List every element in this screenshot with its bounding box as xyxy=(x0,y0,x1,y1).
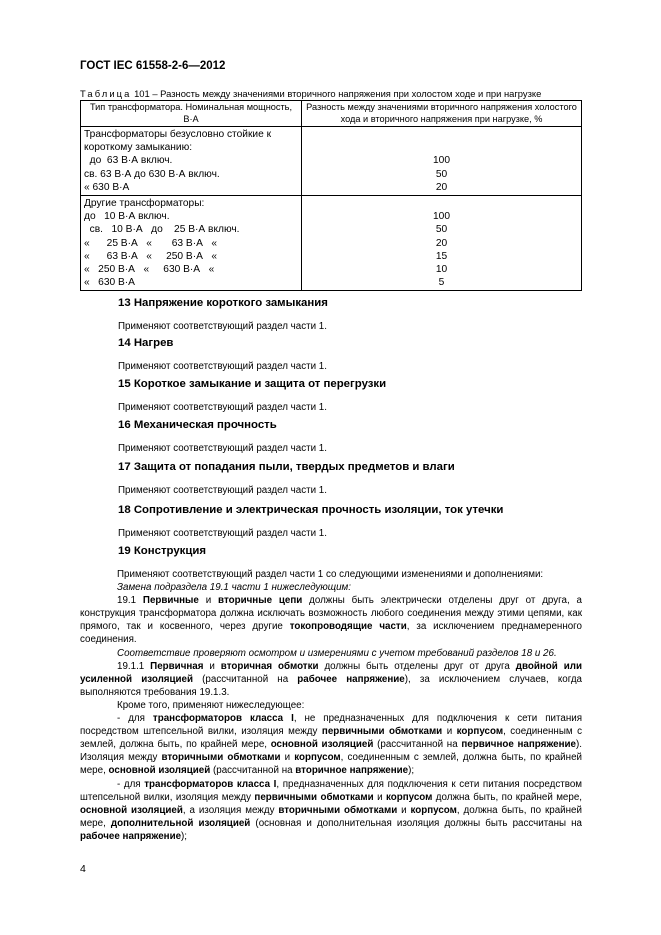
table-row-group2 xyxy=(81,196,582,291)
group1-value: 100 xyxy=(433,155,450,167)
section-13-text: Применяют соответствующий раздел части 1. xyxy=(118,321,327,332)
section-18-title: 18 Сопротивление и электрическая прочность изоляции, ток утечки xyxy=(118,504,504,516)
group1-line: св. 63 В·А до 630 В·А включ. xyxy=(84,168,220,180)
paragraph-moreover: Кроме того, применяют нижеследующее: xyxy=(117,699,305,711)
section-13-title: 13 Напряжение короткого замыкания xyxy=(118,297,328,309)
group2-value: 50 xyxy=(435,224,448,236)
section-14-text: Применяют соответствующий раздел части 1. xyxy=(118,361,327,372)
paragraph-19-1: 19.1 Первичные и вторичные цепи должны быть электрически отделены друг от друга, а конструкция трансформатора должна исключать возможность любого соединения между этими цепями, как прямого, так и косвенного, через другие токопроводящие части, за исключением преднамеренного соединения. xyxy=(80,595,582,646)
section-15-title: 15 Короткое замыкание и защита от перегрузки xyxy=(118,378,387,390)
voltage-difference-table xyxy=(80,100,582,291)
group2-values xyxy=(302,196,582,291)
group2-line: « 250 В·А « 630 В·А « xyxy=(84,264,215,276)
group1-types xyxy=(81,127,302,196)
group2-line: до 10 В·А включ. xyxy=(84,211,170,223)
section-14-title: 14 Нагрев xyxy=(118,337,174,349)
group2-line: « 63 В·А « 250 В·А « xyxy=(84,250,218,262)
paragraph-intro: Применяют соответствующий раздел части 1 со следующими изменениями и дополнениями: xyxy=(117,569,544,580)
table-header-row xyxy=(81,101,582,127)
section-16-text: Применяют соответствующий раздел части 1. xyxy=(118,443,327,454)
table-caption-prefix: Таблица xyxy=(80,88,132,99)
document-header: ГОСТ IEC 61558-2-6—2012 xyxy=(80,60,226,72)
paragraph-class-i-plug: - для трансформаторов класса I, предназначенных для подключения к сети питания посредством штепсельной вилки, изоляция между первичными обмотками и корпусом должна быть, по крайней мере, основной изоляцией, а изоляция между вторичными обмотками и корпусом, должна быть, по крайней мере, дополнительной изоляцией (основная и дополнительная изоляция должны быть рассчитаны на рабочее напряжение); xyxy=(80,778,583,842)
group1-line: Трансформаторы безусловно стойкие к xyxy=(84,129,272,140)
group1-line: короткому замыканию: xyxy=(84,142,193,154)
group2-value: 100 xyxy=(433,211,450,223)
section-17-title: 17 Защита от попадания пыли, твердых предметов и влаги xyxy=(118,461,455,473)
table-caption xyxy=(80,88,541,99)
section-19-title: 19 Конструкция xyxy=(118,545,207,557)
section-19-body xyxy=(80,568,582,843)
paragraph-replacement-note: Замена подраздела 19.1 части 1 нижеследующим: xyxy=(117,582,351,594)
group2-value: 10 xyxy=(435,264,448,276)
group2-value: 5 xyxy=(438,277,445,289)
group2-line: « 630 В·А xyxy=(84,277,135,289)
col1-header: Тип трансформатора. Номинальная мощность, В·А xyxy=(81,101,302,127)
paragraph-class-i-fixed: - для трансформаторов класса I, не предназначенных для подключения к сети питания посредством штепсельной вилки, изоляция между первичными обмотками и корпусом, соединенным с землей, должна быть, по крайней мере, основной изоляцией (рассчитанной на первичное напряжение). Изоляция между вторичными обмотками и корпусом, соединенным с землей, должна быть, по крайней мере, основной изоляцией (рассчитанной на вторичное напряжение); xyxy=(80,713,583,777)
section-18-text: Применяют соответствующий раздел части 1. xyxy=(118,528,327,539)
group1-value: 20 xyxy=(435,181,448,193)
table-caption-text: – Разность между значениями вторичного напряжения при холостом ходе и при нагрузке xyxy=(152,88,542,99)
group2-line: « 25 В·А « 63 В·А « xyxy=(84,237,218,249)
page-number: 4 xyxy=(80,863,86,875)
table-row-group1 xyxy=(81,127,582,196)
group1-line: « 630 В·А xyxy=(84,181,130,193)
group2-types xyxy=(81,196,302,291)
section-15-text: Применяют соответствующий раздел части 1. xyxy=(118,402,327,413)
group2-line: Другие трансформаторы: xyxy=(84,198,205,210)
group1-values xyxy=(302,127,582,196)
group2-line: св. 10 В·А до 25 В·А включ. xyxy=(84,224,240,236)
paragraph-19-1-1: 19.1.1 Первичная и вторичная обмотки должны быть отделены друг от друга двойной или усиленной изоляцией (рассчитанной на рабочее напряжение), за исключением случаев, когда выполняются требования 19.1.3. xyxy=(80,660,582,698)
group2-value: 15 xyxy=(435,250,448,262)
section-17-text: Применяют соответствующий раздел части 1. xyxy=(118,485,327,496)
col2-header: Разность между значениями вторичного напряжения холостого хода и вторичного напряжения при нагрузке, % xyxy=(302,101,582,127)
group2-value: 20 xyxy=(435,237,448,249)
paragraph-compliance: Соответствие проверяют осмотром и измерениями с учетом требований разделов 18 и 26. xyxy=(117,647,557,659)
table-caption-number: 101 xyxy=(134,88,150,99)
group1-value: 50 xyxy=(435,168,448,180)
group1-line: до 63 В·А включ. xyxy=(84,155,173,167)
section-16-title: 16 Механическая прочность xyxy=(118,419,277,431)
